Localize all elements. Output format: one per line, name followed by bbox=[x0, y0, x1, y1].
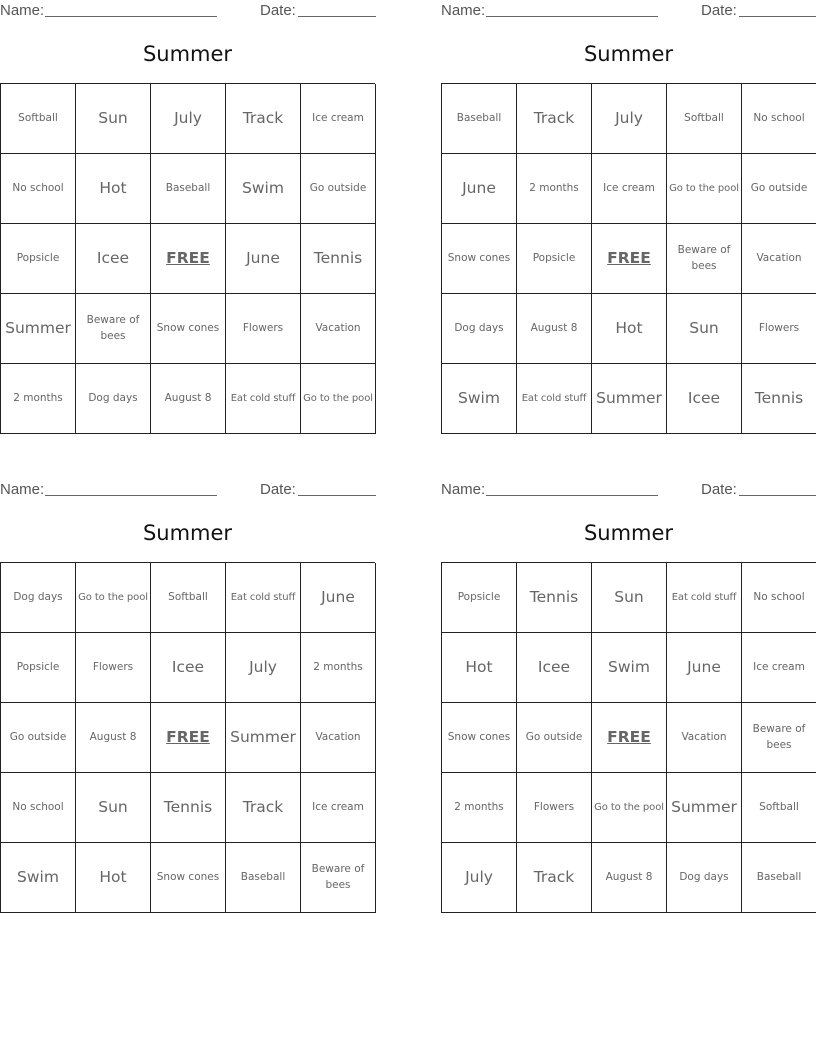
bingo-cell: Tennis bbox=[301, 224, 376, 294]
free-space: FREE bbox=[592, 224, 667, 294]
bingo-cell: Popsicle bbox=[442, 563, 517, 633]
card-header bbox=[441, 0, 816, 22]
date-label: Date: bbox=[260, 481, 296, 498]
bingo-cell: Hot bbox=[76, 843, 151, 913]
bingo-cell: July bbox=[442, 843, 517, 913]
bingo-cell: Dog days bbox=[442, 294, 517, 364]
bingo-grid bbox=[0, 83, 375, 434]
bingo-cell: Hot bbox=[592, 294, 667, 364]
bingo-cell: July bbox=[226, 633, 301, 703]
bingo-cell: June bbox=[226, 224, 301, 294]
bingo-cell: Summer bbox=[1, 294, 76, 364]
bingo-cell: Go to the pool bbox=[76, 563, 151, 633]
bingo-cell: Beware of bees bbox=[667, 224, 742, 294]
bingo-cell: Flowers bbox=[226, 294, 301, 364]
bingo-cell: Go to the pool bbox=[667, 154, 742, 224]
bingo-cell: Swim bbox=[226, 154, 301, 224]
bingo-cell: Vacation bbox=[301, 294, 376, 364]
bingo-cell: Beware of bees bbox=[76, 294, 151, 364]
bingo-cell: Ice cream bbox=[301, 84, 376, 154]
bingo-cell: Baseball bbox=[742, 843, 816, 913]
bingo-cell: Vacation bbox=[301, 703, 376, 773]
bingo-cell: Baseball bbox=[151, 154, 226, 224]
bingo-grid bbox=[441, 83, 816, 434]
card-title: Summer bbox=[142, 521, 233, 545]
bingo-cell: Softball bbox=[742, 773, 816, 843]
name-field-line bbox=[486, 495, 658, 496]
card-title: Summer bbox=[583, 42, 674, 66]
card-header bbox=[0, 0, 375, 22]
bingo-cell: Snow cones bbox=[151, 843, 226, 913]
bingo-cell: Eat cold stuff bbox=[517, 364, 592, 434]
bingo-cell: August 8 bbox=[76, 703, 151, 773]
bingo-cell: Go outside bbox=[1, 703, 76, 773]
bingo-cell: Softball bbox=[1, 84, 76, 154]
bingo-cell: August 8 bbox=[592, 843, 667, 913]
bingo-cell: Popsicle bbox=[517, 224, 592, 294]
name-label: Name: bbox=[0, 481, 45, 498]
bingo-cell: August 8 bbox=[151, 364, 226, 434]
bingo-cell: Vacation bbox=[667, 703, 742, 773]
bingo-cell: Dog days bbox=[667, 843, 742, 913]
bingo-card-2 bbox=[441, 0, 816, 434]
bingo-cell: Snow cones bbox=[442, 703, 517, 773]
bingo-card-1 bbox=[0, 0, 375, 434]
bingo-cell: 2 months bbox=[1, 364, 76, 434]
bingo-cell: Icee bbox=[517, 633, 592, 703]
name-field-line bbox=[45, 16, 217, 17]
bingo-cell: Eat cold stuff bbox=[667, 563, 742, 633]
bingo-cell: Swim bbox=[1, 843, 76, 913]
free-space: FREE bbox=[592, 703, 667, 773]
bingo-cell: 2 months bbox=[517, 154, 592, 224]
bingo-cell: Softball bbox=[667, 84, 742, 154]
bingo-grid bbox=[0, 562, 375, 913]
bingo-cell: Swim bbox=[442, 364, 517, 434]
bingo-cell: Baseball bbox=[442, 84, 517, 154]
bingo-cell: Track bbox=[517, 84, 592, 154]
name-field-line bbox=[45, 495, 217, 496]
name-label: Name: bbox=[441, 481, 486, 498]
bingo-cell: Hot bbox=[76, 154, 151, 224]
bingo-cell: Dog days bbox=[1, 563, 76, 633]
card-header bbox=[0, 479, 375, 501]
bingo-cell: Ice cream bbox=[301, 773, 376, 843]
card-header bbox=[441, 479, 816, 501]
bingo-cell: Sun bbox=[76, 773, 151, 843]
bingo-cell: No school bbox=[1, 154, 76, 224]
name-label: Name: bbox=[0, 2, 45, 19]
bingo-cell: Swim bbox=[592, 633, 667, 703]
bingo-cell: No school bbox=[1, 773, 76, 843]
bingo-cell: Go to the pool bbox=[301, 364, 376, 434]
bingo-cell: Ice cream bbox=[592, 154, 667, 224]
date-field-line bbox=[739, 495, 816, 496]
bingo-cell: No school bbox=[742, 84, 816, 154]
free-space: FREE bbox=[151, 703, 226, 773]
bingo-card-4 bbox=[441, 479, 816, 913]
bingo-cell: Track bbox=[226, 84, 301, 154]
date-label: Date: bbox=[701, 2, 737, 19]
bingo-cell: Go to the pool bbox=[592, 773, 667, 843]
bingo-cell: Ice cream bbox=[742, 633, 816, 703]
bingo-cell: August 8 bbox=[517, 294, 592, 364]
bingo-cell: Go outside bbox=[301, 154, 376, 224]
bingo-cell: Track bbox=[226, 773, 301, 843]
bingo-cell: Beware of bees bbox=[301, 843, 376, 913]
bingo-cell: Go outside bbox=[517, 703, 592, 773]
bingo-cell: Track bbox=[517, 843, 592, 913]
bingo-cell: Icee bbox=[151, 633, 226, 703]
bingo-cell: Tennis bbox=[517, 563, 592, 633]
bingo-cell: July bbox=[151, 84, 226, 154]
bingo-cell: Tennis bbox=[151, 773, 226, 843]
bingo-cell: June bbox=[442, 154, 517, 224]
bingo-cell: No school bbox=[742, 563, 816, 633]
bingo-cell: Summer bbox=[226, 703, 301, 773]
bingo-cell: Summer bbox=[667, 773, 742, 843]
bingo-cell: Sun bbox=[592, 563, 667, 633]
date-label: Date: bbox=[701, 481, 737, 498]
bingo-cell: Softball bbox=[151, 563, 226, 633]
bingo-cell: Tennis bbox=[742, 364, 816, 434]
bingo-cell: Go outside bbox=[742, 154, 816, 224]
name-field-line bbox=[486, 16, 658, 17]
card-title: Summer bbox=[142, 42, 233, 66]
bingo-grid bbox=[441, 562, 816, 913]
bingo-cell: Beware of bees bbox=[742, 703, 816, 773]
bingo-cell: Eat cold stuff bbox=[226, 364, 301, 434]
card-title: Summer bbox=[583, 521, 674, 545]
bingo-cell: Dog days bbox=[76, 364, 151, 434]
date-label: Date: bbox=[260, 2, 296, 19]
bingo-cell: Popsicle bbox=[1, 224, 76, 294]
bingo-cell: Snow cones bbox=[151, 294, 226, 364]
bingo-cell: Hot bbox=[442, 633, 517, 703]
date-field-line bbox=[739, 16, 816, 17]
date-field-line bbox=[298, 495, 376, 496]
bingo-cell: June bbox=[667, 633, 742, 703]
date-field-line bbox=[298, 16, 376, 17]
bingo-cell: Flowers bbox=[517, 773, 592, 843]
bingo-cell: Sun bbox=[667, 294, 742, 364]
bingo-cell: Baseball bbox=[226, 843, 301, 913]
bingo-cell: Eat cold stuff bbox=[226, 563, 301, 633]
bingo-cell: July bbox=[592, 84, 667, 154]
bingo-cell: Sun bbox=[76, 84, 151, 154]
name-label: Name: bbox=[441, 2, 486, 19]
bingo-cell: Vacation bbox=[742, 224, 816, 294]
bingo-cell: Icee bbox=[667, 364, 742, 434]
bingo-cell: Flowers bbox=[76, 633, 151, 703]
bingo-cell: 2 months bbox=[442, 773, 517, 843]
bingo-cell: June bbox=[301, 563, 376, 633]
bingo-card-3 bbox=[0, 479, 375, 913]
bingo-cell: Snow cones bbox=[442, 224, 517, 294]
free-space: FREE bbox=[151, 224, 226, 294]
bingo-cell: Popsicle bbox=[1, 633, 76, 703]
bingo-cell: Icee bbox=[76, 224, 151, 294]
bingo-cell: 2 months bbox=[301, 633, 376, 703]
bingo-cell: Summer bbox=[592, 364, 667, 434]
bingo-cell: Flowers bbox=[742, 294, 816, 364]
